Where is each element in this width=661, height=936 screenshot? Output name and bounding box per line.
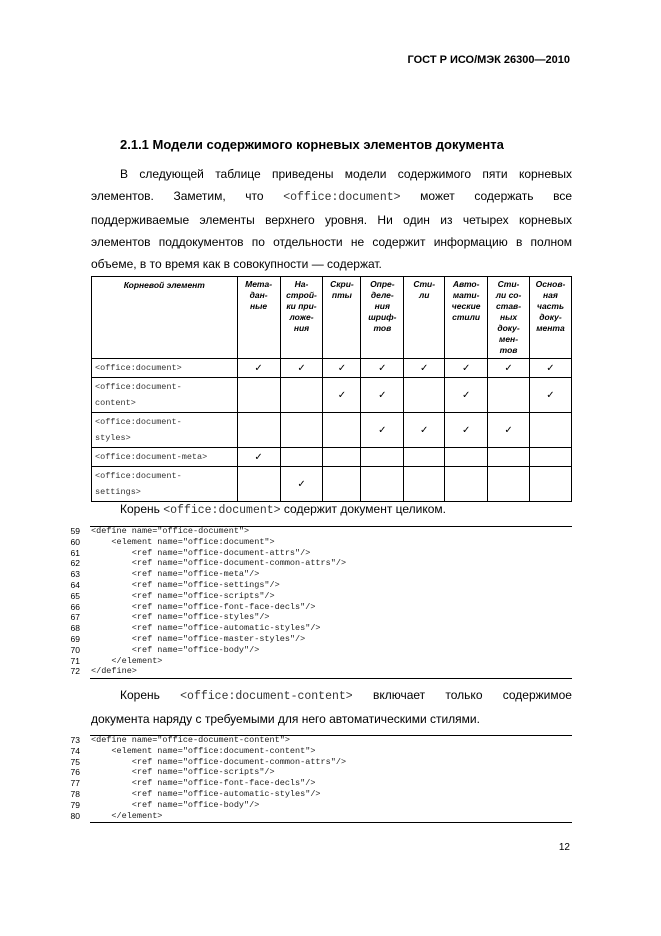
code-text: <ref name="office-meta"/> bbox=[91, 569, 260, 580]
code-text: <ref name="office-body"/> bbox=[91, 799, 260, 810]
line-number: 71 bbox=[70, 655, 80, 666]
code-text: <ref name="office-scripts"/> bbox=[91, 590, 275, 601]
code-line bbox=[62, 800, 572, 811]
paragraph-line: документа наряду с требуемыми для него автоматическими стилями. bbox=[91, 712, 480, 726]
page-number: 12 bbox=[558, 842, 570, 853]
table-cell bbox=[488, 378, 530, 413]
section-title: 2.1.1 Модели содержимого корневых элементов документа bbox=[120, 137, 504, 152]
table-cell bbox=[323, 467, 361, 502]
table-column-header: Скри- пты bbox=[323, 277, 361, 359]
code-line bbox=[62, 666, 572, 677]
code-line bbox=[62, 602, 572, 613]
table-column-header: Мета- дан- ные bbox=[237, 277, 280, 359]
table-cell bbox=[237, 467, 280, 502]
code-text: <ref name="office-document-common-attrs"/> bbox=[91, 558, 347, 569]
code-text: <ref name="office-scripts"/> bbox=[91, 767, 275, 778]
header-root-element: Корневой элемент bbox=[92, 277, 238, 359]
code-text: <ref name="office-master-styles"/> bbox=[91, 633, 306, 644]
table-column-header: Сти- ли bbox=[404, 277, 445, 359]
inline-code: <office:document> bbox=[283, 191, 401, 204]
table-cell bbox=[529, 413, 571, 448]
table-row bbox=[92, 413, 572, 448]
code-line bbox=[62, 612, 572, 623]
checkmark-icon: ✓ bbox=[529, 359, 571, 378]
code-text: <ref name="office-document-attrs"/> bbox=[91, 547, 311, 558]
checkmark-icon: ✓ bbox=[361, 378, 404, 413]
table-column-header: Опре- деле- ния шриф- тов bbox=[361, 277, 404, 359]
code-bottom-rule bbox=[90, 822, 572, 823]
code-top-rule bbox=[90, 735, 572, 736]
root-element-name: <office:document- settings> bbox=[92, 467, 238, 502]
table-cell bbox=[280, 413, 323, 448]
code-line bbox=[62, 789, 572, 800]
code-block-office-document bbox=[62, 526, 572, 677]
root-element-name: <office:document> bbox=[92, 359, 238, 378]
code-line bbox=[62, 811, 572, 822]
code-text: <ref name="office-body"/> bbox=[91, 644, 260, 655]
code-text: <ref name="office-styles"/> bbox=[91, 612, 270, 623]
root-element-name: <office:document- styles> bbox=[92, 413, 238, 448]
checkmark-icon: ✓ bbox=[445, 378, 488, 413]
code-text: <ref name="office-automatic-styles"/> bbox=[91, 788, 321, 799]
table-cell bbox=[404, 378, 445, 413]
checkmark-icon: ✓ bbox=[280, 359, 323, 378]
line-number: 62 bbox=[70, 558, 80, 569]
table-cell bbox=[445, 467, 488, 502]
line-number: 64 bbox=[70, 579, 80, 590]
table-cell bbox=[488, 448, 530, 467]
paragraph-line: элементов поддокументов по отдельности не содержит информацию в полном bbox=[91, 235, 572, 249]
line-number: 60 bbox=[70, 536, 80, 547]
inline-code: <office:document> bbox=[163, 504, 281, 517]
table-cell bbox=[237, 413, 280, 448]
code-line bbox=[62, 656, 572, 667]
content-paragraph bbox=[91, 684, 572, 730]
checkmark-icon: ✓ bbox=[445, 413, 488, 448]
checkmark-icon: ✓ bbox=[323, 378, 361, 413]
code-line bbox=[62, 623, 572, 634]
content-model-table bbox=[91, 276, 572, 502]
code-text: </element> bbox=[91, 810, 163, 821]
code-line bbox=[62, 548, 572, 559]
code-text: <define name="office-document-content"> bbox=[91, 735, 290, 745]
checkmark-icon: ✓ bbox=[361, 359, 404, 378]
table-cell bbox=[529, 448, 571, 467]
checkmark-icon: ✓ bbox=[361, 413, 404, 448]
table-column-header: Сти- ли со- став- ных доку- мен- тов bbox=[488, 277, 530, 359]
checkmark-icon: ✓ bbox=[404, 413, 445, 448]
line-number: 68 bbox=[70, 623, 80, 634]
table-cell bbox=[529, 467, 571, 502]
table-cell bbox=[237, 378, 280, 413]
code-text: <ref name="office-settings"/> bbox=[91, 579, 280, 590]
paragraph-line: В следующей таблице приведены модели содержимого пяти корневых bbox=[120, 167, 572, 181]
table-cell bbox=[280, 378, 323, 413]
table-column-header: На- строй- ки при- ложе- ния bbox=[280, 277, 323, 359]
checkmark-icon: ✓ bbox=[280, 467, 323, 502]
code-line bbox=[62, 645, 572, 656]
code-text: <ref name="office-document-common-attrs"/> bbox=[91, 756, 347, 767]
inline-code: <office:document-content> bbox=[180, 690, 353, 703]
checkmark-icon: ✓ bbox=[488, 359, 530, 378]
line-number: 66 bbox=[70, 601, 80, 612]
table-cell bbox=[323, 448, 361, 467]
checkmark-icon: ✓ bbox=[237, 448, 280, 467]
checkmark-icon: ✓ bbox=[529, 378, 571, 413]
code-line bbox=[62, 735, 572, 746]
line-number: 61 bbox=[70, 547, 80, 558]
table-column-header: Основ- ная часть доку- мента bbox=[529, 277, 571, 359]
code-line bbox=[62, 746, 572, 757]
checkmark-icon: ✓ bbox=[237, 359, 280, 378]
line-number: 79 bbox=[70, 799, 80, 810]
intro-paragraph bbox=[91, 163, 572, 275]
code-line bbox=[62, 569, 572, 580]
line-number: 59 bbox=[70, 526, 80, 536]
table-cell bbox=[404, 448, 445, 467]
line-number: 67 bbox=[70, 612, 80, 623]
code-text: <ref name="office-font-face-decls"/> bbox=[91, 778, 316, 789]
line-number: 76 bbox=[70, 767, 80, 778]
table-column-header: Авто- мати- ческие стили bbox=[445, 277, 488, 359]
table-cell bbox=[445, 448, 488, 467]
root-element-name: <office:document- content> bbox=[92, 378, 238, 413]
code-text: <element name="office:document-content"> bbox=[91, 745, 316, 756]
table-cell bbox=[361, 448, 404, 467]
table-cell bbox=[488, 467, 530, 502]
checkmark-icon: ✓ bbox=[445, 359, 488, 378]
root-element-name: <office:document-meta> bbox=[92, 448, 238, 467]
code-line bbox=[62, 767, 572, 778]
line-number: 77 bbox=[70, 778, 80, 789]
code-bottom-rule bbox=[90, 678, 572, 679]
line-number: 72 bbox=[70, 666, 80, 677]
code-block-office-document-content bbox=[62, 735, 572, 821]
line-number: 74 bbox=[70, 745, 80, 756]
code-line bbox=[62, 591, 572, 602]
table-row bbox=[92, 378, 572, 413]
document-header: ГОСТ Р ИСО/МЭК 26300—2010 bbox=[407, 54, 570, 66]
line-number: 80 bbox=[70, 810, 80, 821]
line-number: 75 bbox=[70, 756, 80, 767]
line-number: 69 bbox=[70, 633, 80, 644]
paragraph-line: объеме, в то время как в совокупности — содержат. bbox=[91, 257, 382, 271]
table-row bbox=[92, 359, 572, 378]
code-text: <ref name="office-font-face-decls"/> bbox=[91, 601, 316, 612]
code-text: <element name="office:document"> bbox=[91, 536, 275, 547]
checkmark-icon: ✓ bbox=[488, 413, 530, 448]
checkmark-icon: ✓ bbox=[404, 359, 445, 378]
code-text: <define name="office-document"> bbox=[91, 526, 250, 536]
root-document-note: Корень <office:document> содержит документ целиком. bbox=[120, 502, 447, 517]
code-text: </define> bbox=[91, 666, 137, 677]
table-row bbox=[92, 448, 572, 467]
code-top-rule bbox=[90, 526, 572, 527]
checkmark-icon: ✓ bbox=[323, 359, 361, 378]
paragraph-line: Корень <office:document-content> включает только содержимое bbox=[120, 688, 572, 703]
table-row bbox=[92, 467, 572, 502]
table-cell bbox=[361, 467, 404, 502]
table-cell bbox=[323, 413, 361, 448]
code-line bbox=[62, 537, 572, 548]
line-number: 70 bbox=[70, 644, 80, 655]
code-line bbox=[62, 757, 572, 768]
paragraph-line: элементов. Заметим, что <office:document> может содержать все bbox=[91, 189, 572, 204]
table-cell bbox=[404, 467, 445, 502]
code-text: </element> bbox=[91, 655, 163, 666]
code-line bbox=[62, 634, 572, 645]
code-line bbox=[62, 580, 572, 591]
code-text: <ref name="office-automatic-styles"/> bbox=[91, 623, 321, 634]
paragraph-line: поддерживаемые элементы верхнего уровня. Ни один из четырех корневых bbox=[91, 213, 572, 227]
code-line bbox=[62, 558, 572, 569]
code-line bbox=[62, 526, 572, 537]
table-cell bbox=[280, 448, 323, 467]
line-number: 65 bbox=[70, 590, 80, 601]
line-number: 78 bbox=[70, 788, 80, 799]
code-line bbox=[62, 778, 572, 789]
line-number: 63 bbox=[70, 569, 80, 580]
line-number: 73 bbox=[70, 735, 80, 745]
